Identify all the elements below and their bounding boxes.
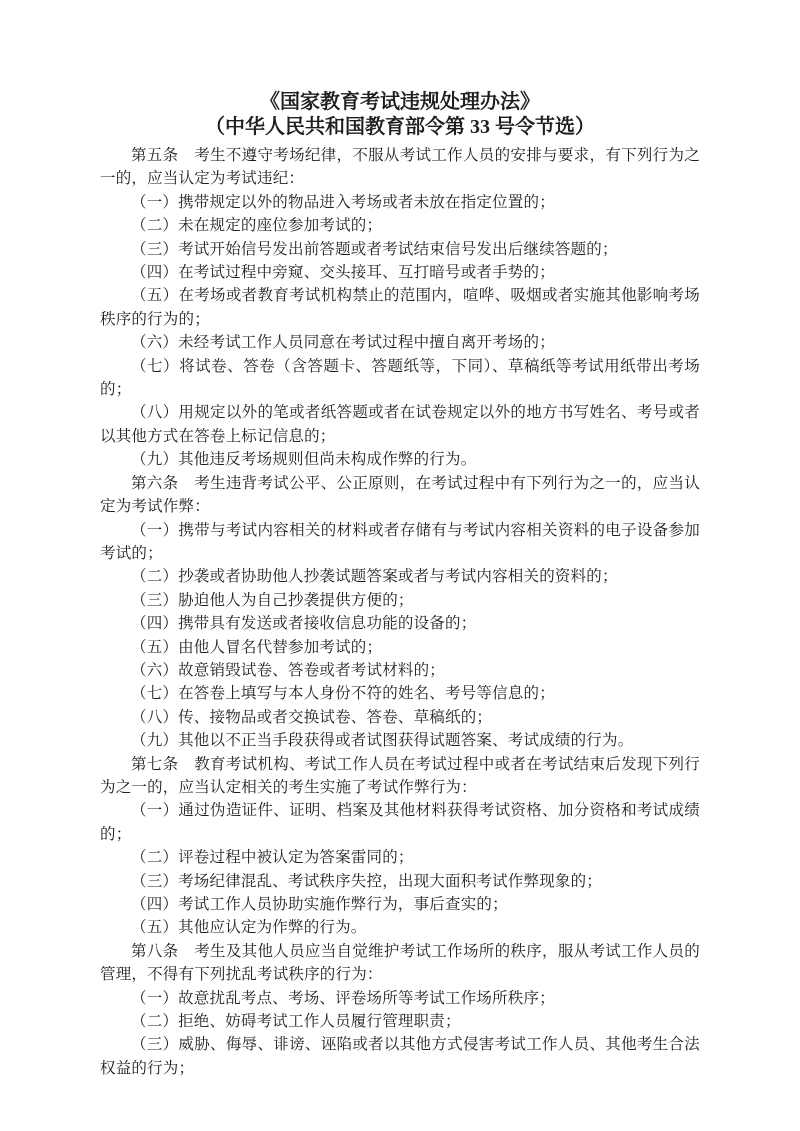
paragraph: （四）考试工作人员协助实施作弊行为，事后查实的； — [131, 896, 508, 913]
paragraph: （一）故意扰乱考点、考场、评卷场所等考试工作场所秩序； — [131, 989, 555, 1007]
paragraph: （八）用规定以外的笔或者纸答题或者在试卷规定以外的地方书写姓名、考号或者以其他方式在答卷上标记信息的； — [100, 404, 700, 445]
paragraph: （三）考试开始信号发出前答题或者考试结束信号发出后继续答题的； — [131, 240, 618, 258]
paragraph: （九）其他违反考场规则但尚未构成作弊的行为。 — [131, 451, 477, 469]
paragraph: （三）考场纪律混乱、考试秩序失控，出现大面积考试作弊现象的； — [131, 872, 603, 890]
document-title — [100, 90, 700, 140]
paragraph: （五）其他应认定为作弊的行为。 — [131, 919, 367, 937]
paragraph: （一）携带规定以外的物品进入考场或者未放在指定位置的； — [131, 193, 555, 211]
document-title-line2: （中华人民共和国教育部令第 33 号令节选） — [205, 116, 595, 138]
document-title-line1: 《国家教育考试违规处理办法》 — [260, 91, 540, 113]
paragraph: （二）未在规定的座位参加考试的； — [131, 217, 383, 235]
paragraph: （二）拒绝、妨碍考试工作人员履行管理职责； — [131, 1013, 461, 1031]
paragraph: （五）由他人冒名代替参加考试的； — [131, 638, 383, 656]
paragraph: （四）在考试过程中旁窥、交头接耳、互打暗号或者手势的； — [131, 264, 555, 282]
paragraph: （二）评卷过程中被认定为答案雷同的； — [131, 849, 414, 867]
paragraph: 第六条 考生违背考试公平、公正原则，在考试过程中有下列行为之一的，应当认定为考试作弊： — [100, 474, 700, 516]
paragraph: （九）其他以不正当手段获得或者试图获得试题答案、考试成绩的行为。 — [131, 732, 634, 750]
paragraph: （一）携带与考试内容相关的材料或者存储有与考试内容相关资料的电子设备参加考试的； — [100, 521, 700, 562]
paragraph: （六）故意销毁试卷、答卷或者考试材料的； — [131, 661, 446, 679]
paragraph: 第七条 教育考试机构、考试工作人员在考试过程中或者在考试结束后发现下列行为之一的，应当认定相关的考生实施了考试作弊行为： — [100, 755, 700, 796]
paragraph: 第八条 考生及其他人员应当自觉维护考试工作场所的秩序，服从考试工作人员的管理，不得有下列扰乱考试秩序的行为： — [100, 942, 700, 984]
paragraph: （四）携带具有发送或者接收信息功能的设备的； — [131, 615, 477, 633]
paragraph: 第五条 考生不遵守考场纪律，不服从考试工作人员的安排与要求，有下列行为之一的，应当认定为考试违纪： — [100, 147, 700, 188]
paragraph: （一）通过伪造证件、证明、档案及其他材料获得考试资格、加分资格和考试成绩的； — [100, 802, 700, 843]
paragraph: （六）未经考试工作人员同意在考试过程中擅自离开考场的； — [131, 334, 555, 352]
paragraph: （三）胁迫他人为自己抄袭提供方便的； — [131, 591, 414, 609]
paragraph: （七）将试卷、答卷（含答题卡、答题纸等，下同）、草稿纸等考试用纸带出考场的； — [100, 357, 700, 399]
paragraph: （二）抄袭或者协助他人抄袭试题答案或者与考试内容相关的资料的； — [131, 568, 618, 586]
paragraph: （三）威胁、侮辱、诽谤、诬陷或者以其他方式侵害考试工作人员、其他考生合法权益的行为； — [100, 1036, 700, 1077]
paragraph: （五）在考场或者教育考试机构禁止的范围内，喧哗、吸烟或者实施其他影响考场秩序的行为的； — [100, 287, 700, 328]
document-body — [100, 144, 700, 1080]
paragraph: （七）在答卷上填写与本人身份不符的姓名、考号等信息的； — [131, 685, 555, 703]
paragraph: （八）传、接物品或者交换试卷、答卷、草稿纸的； — [131, 708, 493, 726]
